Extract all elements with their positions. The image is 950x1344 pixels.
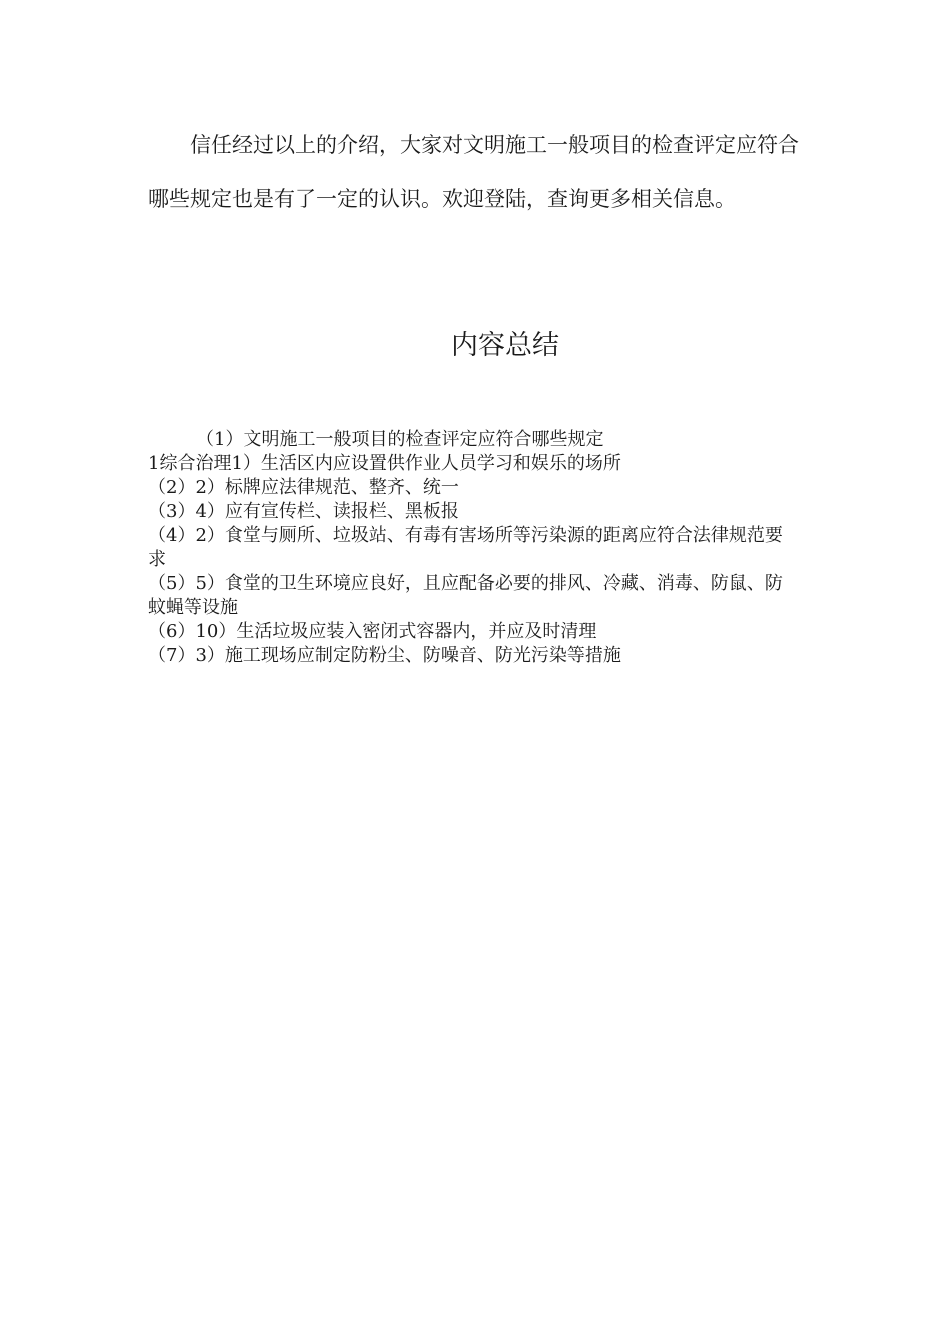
intro-paragraph: 信任经过以上的介绍，大家对文明施工一般项目的检查评定应符合哪些规定也是有了一定的认识。欢迎登陆，查询更多相关信息。 — [148, 133, 799, 211]
summary-line: （1）文明施工一般项目的检查评定应符合哪些规定 — [196, 429, 604, 450]
summary-line: （4）2）食堂与厕所、垃圾站、有毒有害场所等污染源的距离应符合法律规范要求 — [148, 525, 783, 570]
summary-list — [148, 428, 800, 668]
summary-line: （2）2）标牌应法律规范、整齐、统一 — [148, 477, 459, 498]
summary-line: 1综合治理1）生活区内应设置供作业人员学习和娱乐的场所 — [148, 453, 621, 474]
summary-line: （5）5）食堂的卫生环境应良好，且应配备必要的排风、冷藏、消毒、防鼠、防蚊蝇等设施 — [148, 573, 783, 618]
summary-line: （7）3）施工现场应制定防粉尘、防噪音、防光污染等措施 — [148, 645, 621, 666]
summary-title: 内容总结 — [451, 330, 559, 361]
summary-line: （3）4）应有宣传栏、读报栏、黑板报 — [148, 501, 459, 522]
summary-line: （6）10）生活垃圾应装入密闭式容器内，并应及时清理 — [148, 621, 597, 642]
